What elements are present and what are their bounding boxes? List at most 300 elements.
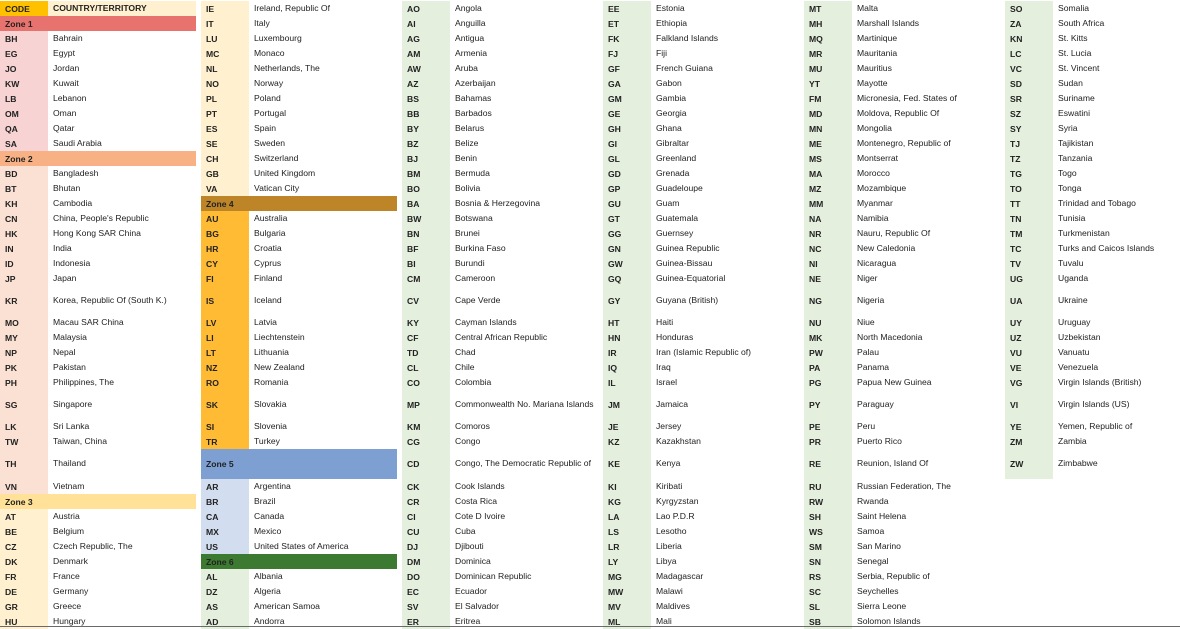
table-row <box>201 286 397 315</box>
country-name: Monaco <box>254 47 285 58</box>
country-name: Iran (Islamic Republic of) <box>656 346 752 357</box>
country-code: FK <box>603 31 651 46</box>
country-name: Singapore <box>53 398 93 409</box>
country-code: GL <box>603 151 651 166</box>
table-row <box>603 286 799 315</box>
table-row <box>0 509 196 524</box>
country-name: Sweden <box>254 137 286 148</box>
country-name: Macau SAR China <box>53 316 124 327</box>
table-row <box>201 1 397 16</box>
country-code: LR <box>603 539 651 554</box>
country-code: TJ <box>1005 136 1053 151</box>
table-row <box>603 569 799 584</box>
country-name: Turkey <box>254 435 280 446</box>
table-row <box>1005 419 1180 434</box>
country-name: Palau <box>857 346 879 357</box>
country-name: Jersey <box>656 420 682 431</box>
country-name: Zambia <box>1058 435 1087 446</box>
country-code: RU <box>804 479 852 494</box>
table-row <box>603 1 799 16</box>
country-name: San Marino <box>857 540 901 551</box>
country-name: Spain <box>254 122 276 133</box>
table-row <box>1005 345 1180 360</box>
table-header-row <box>0 1 196 16</box>
country-code: VC <box>1005 61 1053 76</box>
country-name: Guatemala <box>656 212 699 223</box>
country-name: Switzerland <box>254 152 299 163</box>
table-row <box>804 419 1000 434</box>
country-name: Qatar <box>53 122 75 133</box>
country-name: Gibraltar <box>656 137 689 148</box>
country-code: GD <box>603 166 651 181</box>
country-code: MT <box>804 1 852 16</box>
country-name: Pakistan <box>53 361 86 372</box>
table-row <box>402 151 598 166</box>
country-name: Slovakia <box>254 398 287 409</box>
country-code: LA <box>603 509 651 524</box>
country-code: SE <box>201 136 249 151</box>
country-name: Mongolia <box>857 122 892 133</box>
country-name: Andorra <box>254 615 285 626</box>
country-name: El Salvador <box>455 600 499 611</box>
country-name: Guadeloupe <box>656 182 703 193</box>
country-name: Netherlands, The <box>254 62 320 73</box>
country-name: Seychelles <box>857 585 899 596</box>
table-row <box>603 121 799 136</box>
table-row <box>804 91 1000 106</box>
country-name: Niger <box>857 272 878 283</box>
table-row <box>201 479 397 494</box>
country-code: CM <box>402 271 450 286</box>
country-name: Australia <box>254 212 288 223</box>
country-name: Saint Helena <box>857 510 907 521</box>
country-name: Croatia <box>254 242 282 253</box>
country-code: SG <box>0 390 48 419</box>
country-code: PK <box>0 360 48 375</box>
country-name: Cyprus <box>254 257 282 268</box>
country-name: Falkland Islands <box>656 32 719 43</box>
country-code: VN <box>0 479 48 494</box>
country-name: Myanmar <box>857 197 893 208</box>
country-name: American Samoa <box>254 600 320 611</box>
country-code: DZ <box>201 584 249 599</box>
country-code: GG <box>603 226 651 241</box>
country-code: NL <box>201 61 249 76</box>
country-code: MK <box>804 330 852 345</box>
table-column-5 <box>804 1 1000 629</box>
table-row <box>201 46 397 61</box>
table-row <box>201 330 397 345</box>
country-code: IS <box>201 286 249 315</box>
country-code: HT <box>603 315 651 330</box>
country-code: SZ <box>1005 106 1053 121</box>
country-code: MZ <box>804 181 852 196</box>
table-row <box>402 539 598 554</box>
table-row <box>0 211 196 226</box>
country-name: Fiji <box>656 47 667 58</box>
country-code: MS <box>804 151 852 166</box>
country-code: BH <box>0 31 48 46</box>
table-row <box>402 434 598 449</box>
country-name: Indonesia <box>53 257 91 268</box>
zone-header-1 <box>0 16 196 31</box>
table-row <box>201 31 397 46</box>
table-row <box>402 46 598 61</box>
country-code: SC <box>804 584 852 599</box>
country-code: VE <box>1005 360 1053 375</box>
country-name: Bosnia & Herzegovina <box>455 197 541 208</box>
table-row <box>603 599 799 614</box>
table-row <box>1005 151 1180 166</box>
country-name: Bahrain <box>53 32 83 43</box>
country-code: SY <box>1005 121 1053 136</box>
country-code: GW <box>603 256 651 271</box>
country-name: Eritrea <box>455 615 481 626</box>
table-row <box>804 584 1000 599</box>
country-name: North Macedonia <box>857 331 923 342</box>
country-name: Malaysia <box>53 331 87 342</box>
country-code: TN <box>1005 211 1053 226</box>
country-name: China, People's Republic <box>53 212 149 223</box>
country-name: Bhutan <box>53 182 81 193</box>
table-row <box>402 241 598 256</box>
country-name: Estonia <box>656 2 685 13</box>
country-name: Belgium <box>53 525 85 536</box>
country-name: Cameroon <box>455 272 496 283</box>
country-name: Brazil <box>254 495 276 506</box>
country-code: KZ <box>603 434 651 449</box>
country-name: Sierra Leone <box>857 600 907 611</box>
table-row <box>1005 449 1180 479</box>
country-code: MU <box>804 61 852 76</box>
table-row <box>1005 16 1180 31</box>
zone-label: Zone 1 <box>5 18 33 29</box>
table-row <box>1005 1 1180 16</box>
country-name: Yemen, Republic of <box>1058 420 1133 431</box>
country-name: Solomon Islands <box>857 615 921 626</box>
table-row <box>201 226 397 241</box>
table-row <box>603 524 799 539</box>
country-code: TZ <box>1005 151 1053 166</box>
country-code: SM <box>804 539 852 554</box>
country-name: Germany <box>53 585 89 596</box>
table-row <box>0 271 196 286</box>
country-code: CI <box>402 509 450 524</box>
table-row <box>201 76 397 91</box>
country-name: Serbia, Republic of <box>857 570 930 581</box>
country-name: Malta <box>857 2 879 13</box>
table-row <box>603 449 799 479</box>
country-code: VG <box>1005 375 1053 390</box>
table-row <box>603 31 799 46</box>
table-row <box>804 449 1000 479</box>
table-row <box>603 181 799 196</box>
country-name: India <box>53 242 72 253</box>
country-code: ER <box>402 614 450 629</box>
country-name: Namibia <box>857 212 889 223</box>
country-code: CR <box>402 494 450 509</box>
table-row <box>0 136 196 151</box>
table-row <box>0 166 196 181</box>
country-code: CG <box>402 434 450 449</box>
country-code: UY <box>1005 315 1053 330</box>
table-row <box>402 136 598 151</box>
country-code: GN <box>603 241 651 256</box>
table-row <box>804 315 1000 330</box>
country-code: MN <box>804 121 852 136</box>
table-row <box>402 226 598 241</box>
table-row <box>804 1 1000 16</box>
table-row <box>402 196 598 211</box>
country-name: Burundi <box>455 257 485 268</box>
country-name: Norway <box>254 77 284 88</box>
country-code: CK <box>402 479 450 494</box>
table-row <box>0 524 196 539</box>
country-name: Nigeria <box>857 294 885 305</box>
table-row <box>804 375 1000 390</box>
table-row <box>0 31 196 46</box>
country-name: Ukraine <box>1058 294 1088 305</box>
table-row <box>201 241 397 256</box>
country-name: Argentina <box>254 480 291 491</box>
table-row <box>402 479 598 494</box>
country-code: CN <box>0 211 48 226</box>
country-name: Angola <box>455 2 482 13</box>
table-row <box>804 136 1000 151</box>
country-name: Gambia <box>656 92 687 103</box>
zone-header-3 <box>0 494 196 509</box>
country-code: HR <box>201 241 249 256</box>
country-name: Virgin Islands (US) <box>1058 398 1130 409</box>
country-code: SB <box>804 614 852 629</box>
country-code: MD <box>804 106 852 121</box>
country-name: Czech Republic, The <box>53 540 133 551</box>
table-row <box>1005 136 1180 151</box>
country-code: DJ <box>402 539 450 554</box>
country-code: GY <box>603 286 651 315</box>
country-name: Suriname <box>1058 92 1095 103</box>
country-name: Greece <box>53 600 82 611</box>
country-name: Slovenia <box>254 420 287 431</box>
country-code: DO <box>402 569 450 584</box>
country-name: Sri Lanka <box>53 420 90 431</box>
country-code: IE <box>201 1 249 16</box>
country-name: French Guiana <box>656 62 713 73</box>
country-code: UA <box>1005 286 1053 315</box>
table-row <box>402 256 598 271</box>
zone-header-6 <box>201 554 397 569</box>
country-name: Guinea Republic <box>656 242 720 253</box>
country-name: Philippines, The <box>53 376 114 387</box>
country-code: SV <box>402 599 450 614</box>
table-row <box>402 181 598 196</box>
country-name: Somalia <box>1058 2 1090 13</box>
country-name: Benin <box>455 152 477 163</box>
table-row <box>804 271 1000 286</box>
country-code: NU <box>804 315 852 330</box>
country-name: Mozambique <box>857 182 907 193</box>
table-row <box>603 330 799 345</box>
country-name: Liberia <box>656 540 682 551</box>
country-code: TM <box>1005 226 1053 241</box>
country-name: Commonwealth No. Mariana Islands <box>455 398 594 409</box>
table-row <box>201 91 397 106</box>
table-row <box>0 61 196 76</box>
country-name: Senegal <box>857 555 889 566</box>
country-name: Armenia <box>455 47 487 58</box>
country-name: Puerto Rico <box>857 435 902 446</box>
country-code: SK <box>201 390 249 419</box>
country-code: JE <box>603 419 651 434</box>
country-code: RS <box>804 569 852 584</box>
country-name: Hungary <box>53 615 86 626</box>
country-code: MO <box>0 315 48 330</box>
country-code: ZM <box>1005 434 1053 449</box>
table-row <box>402 524 598 539</box>
table-row <box>804 166 1000 181</box>
country-code: BF <box>402 241 450 256</box>
country-code: KH <box>0 196 48 211</box>
table-row <box>603 166 799 181</box>
table-row <box>804 211 1000 226</box>
country-name: Central African Republic <box>455 331 548 342</box>
country-name: Colombia <box>455 376 492 387</box>
country-code: GB <box>201 166 249 181</box>
country-code: BG <box>201 226 249 241</box>
country-code: WS <box>804 524 852 539</box>
country-name: Guam <box>656 197 680 208</box>
table-row <box>603 256 799 271</box>
zone-label: Zone 4 <box>206 198 234 209</box>
table-row <box>402 91 598 106</box>
country-name: South Africa <box>1058 17 1105 28</box>
table-row <box>0 121 196 136</box>
country-name: Marshall Islands <box>857 17 920 28</box>
country-name: Costa Rica <box>455 495 498 506</box>
country-code: SR <box>1005 91 1053 106</box>
country-name: Bermuda <box>455 167 490 178</box>
country-name: Hong Kong SAR China <box>53 227 141 238</box>
country-code: GI <box>603 136 651 151</box>
table-bottom-border <box>0 626 1180 627</box>
table-row <box>804 286 1000 315</box>
country-name: Ecuador <box>455 585 488 596</box>
country-name: Bahamas <box>455 92 492 103</box>
country-name: St. Lucia <box>1058 47 1092 58</box>
table-row <box>1005 211 1180 226</box>
country-code: VU <box>1005 345 1053 360</box>
country-name: Lebanon <box>53 92 87 103</box>
table-row <box>603 136 799 151</box>
country-name: Mauritius <box>857 62 892 73</box>
country-name: Turkmenistan <box>1058 227 1110 238</box>
table-row <box>0 419 196 434</box>
country-code: BI <box>402 256 450 271</box>
table-row <box>603 151 799 166</box>
country-code: PW <box>804 345 852 360</box>
table-row <box>402 599 598 614</box>
country-code: GM <box>603 91 651 106</box>
table-row <box>603 91 799 106</box>
country-code: RE <box>804 449 852 479</box>
country-code: BY <box>402 121 450 136</box>
table-row <box>804 434 1000 449</box>
table-column-4 <box>603 1 799 629</box>
table-row <box>402 315 598 330</box>
table-row <box>201 434 397 449</box>
table-row <box>804 539 1000 554</box>
table-row <box>402 390 598 419</box>
table-row <box>402 494 598 509</box>
country-code: ZW <box>1005 449 1053 479</box>
country-name: Mauritania <box>857 47 898 58</box>
country-code: SO <box>1005 1 1053 16</box>
country-name: Samoa <box>857 525 885 536</box>
country-name: Niue <box>857 316 875 327</box>
zone-label: Zone 3 <box>5 496 33 507</box>
country-name: Congo <box>455 435 481 446</box>
country-code: IQ <box>603 360 651 375</box>
table-column-1 <box>0 1 196 629</box>
country-code: MQ <box>804 31 852 46</box>
zone-label: Zone 6 <box>206 556 234 567</box>
table-row <box>201 151 397 166</box>
table-row <box>0 449 196 479</box>
table-row <box>402 61 598 76</box>
table-row <box>0 479 196 494</box>
table-row <box>201 256 397 271</box>
country-code: SN <box>804 554 852 569</box>
country-code: PT <box>201 106 249 121</box>
country-code: GQ <box>603 271 651 286</box>
country-name: Uganda <box>1058 272 1089 283</box>
country-code: MM <box>804 196 852 211</box>
country-code: AM <box>402 46 450 61</box>
country-code: HN <box>603 330 651 345</box>
country-code: AI <box>402 16 450 31</box>
country-name: Zimbabwe <box>1058 458 1098 469</box>
country-name: Tuvalu <box>1058 257 1084 268</box>
country-name: Azerbaijan <box>455 77 496 88</box>
table-row <box>1005 330 1180 345</box>
country-name: Oman <box>53 107 77 118</box>
country-name: Jamaica <box>656 398 688 409</box>
country-code: HU <box>0 614 48 629</box>
country-code: NG <box>804 286 852 315</box>
country-name: St. Kitts <box>1058 32 1088 43</box>
country-code: CO <box>402 375 450 390</box>
country-code: SD <box>1005 76 1053 91</box>
table-row <box>0 286 196 315</box>
country-name: Greenland <box>656 152 697 163</box>
country-code: VA <box>201 181 249 196</box>
country-name: Cambodia <box>53 197 93 208</box>
table-row <box>402 345 598 360</box>
country-code: FI <box>201 271 249 286</box>
country-name: Algeria <box>254 585 281 596</box>
table-row <box>603 106 799 121</box>
country-code: YT <box>804 76 852 91</box>
country-code: ZA <box>1005 16 1053 31</box>
table-row <box>1005 196 1180 211</box>
table-row <box>201 539 397 554</box>
country-name: Moldova, Republic Of <box>857 107 940 118</box>
table-column-6 <box>1005 1 1180 479</box>
country-name: Poland <box>254 92 281 103</box>
table-row <box>1005 390 1180 419</box>
country-code: UZ <box>1005 330 1053 345</box>
country-name: Tajikistan <box>1058 137 1094 148</box>
